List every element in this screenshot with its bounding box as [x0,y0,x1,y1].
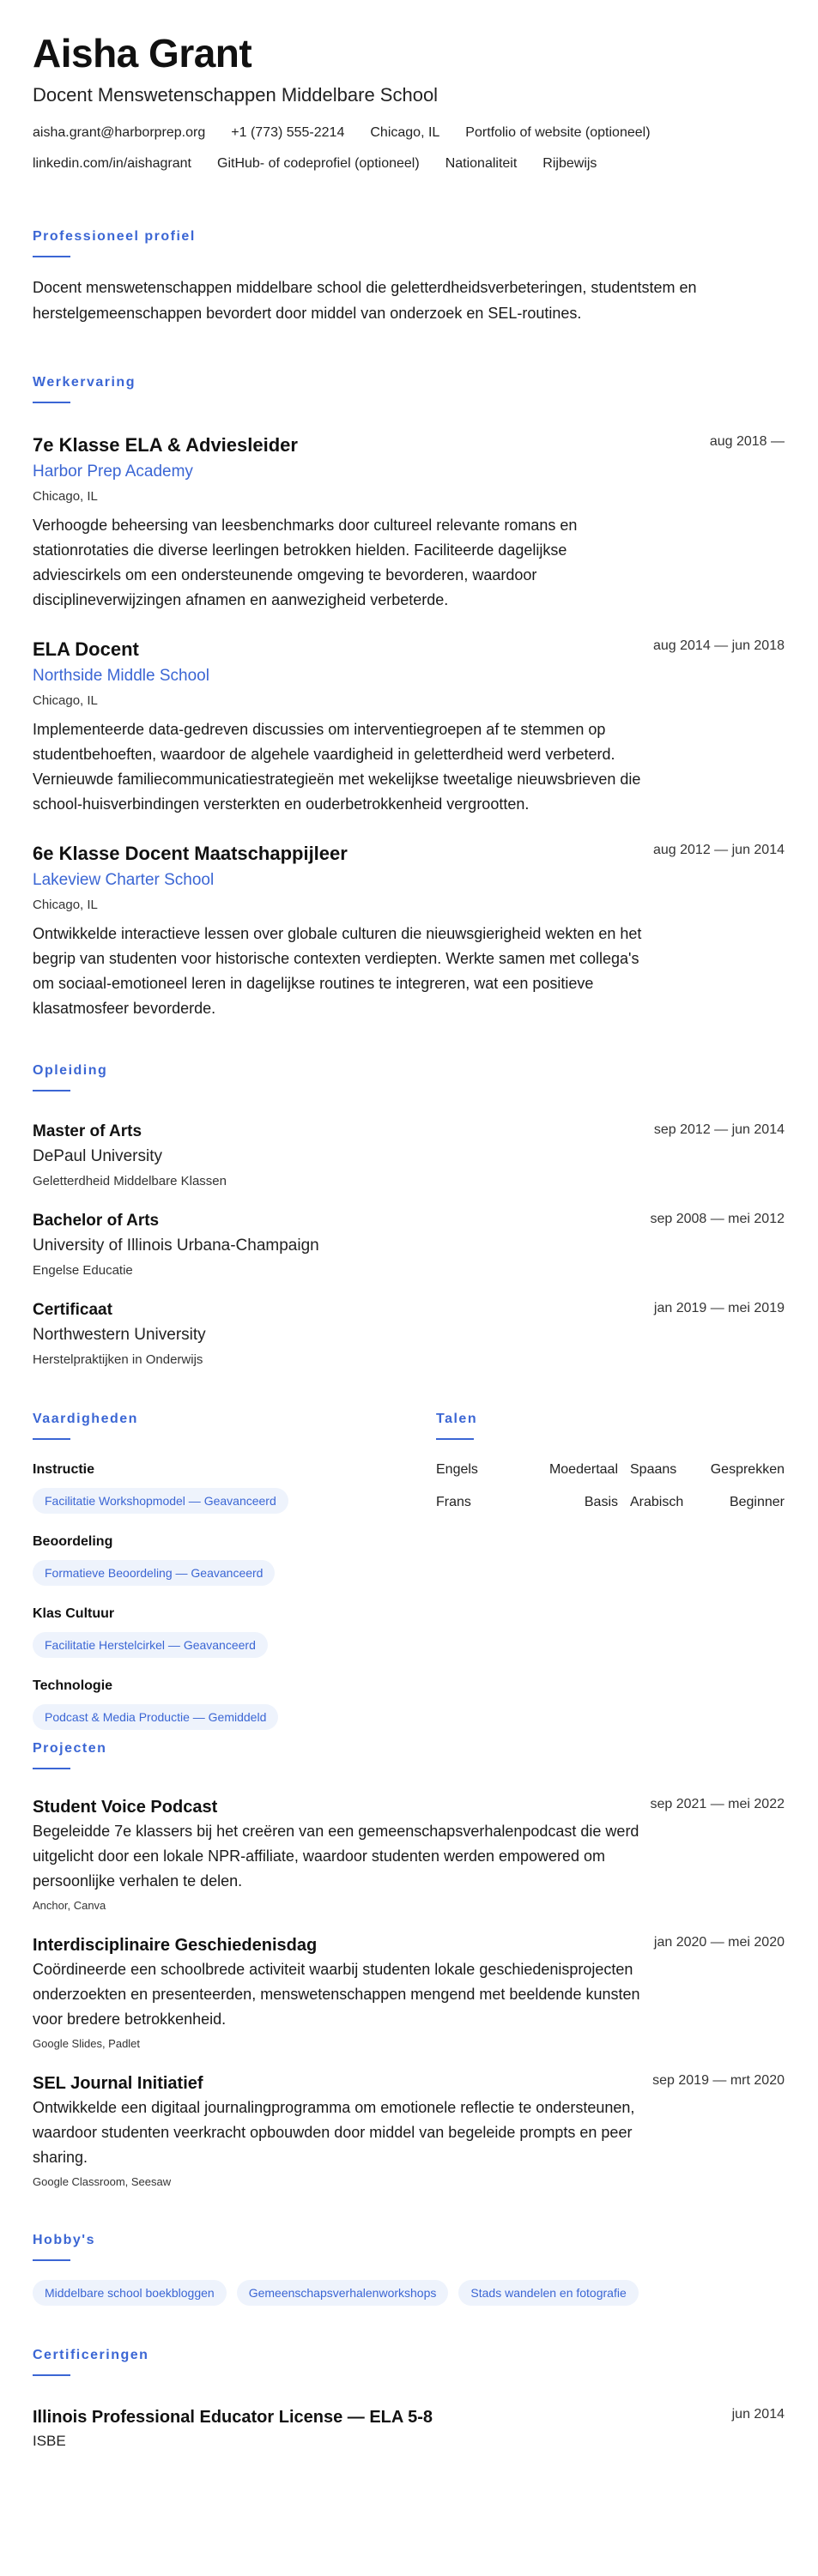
job-dates: aug 2014 — jun 2018 [652,638,785,653]
project-dates: sep 2019 — mrt 2020 [652,2073,785,2088]
skill-chip: Podcast & Media Productie — Gemiddeld [33,1704,278,1730]
language-name: Spaans [630,1462,677,1477]
experience-entry [33,637,785,817]
hobby-chip: Stads wandelen en fotografie [458,2280,638,2306]
school-name: Northwestern University [33,1326,206,1344]
contact-email[interactable]: aisha.grant@harborprep.org [33,125,206,140]
employer-name: Northside Middle School [33,667,209,685]
languages-column [436,1411,785,1512]
contact-github[interactable]: GitHub- of codeprofiel (optioneel) [217,156,420,171]
experience-section [33,374,785,1021]
language-level: Basis [584,1495,618,1509]
job-location: Chicago, IL [33,898,98,912]
contact-portfolio[interactable]: Portfolio of website (optioneel) [465,125,651,140]
candidate-name: Aisha Grant [33,31,252,76]
job-description: Verhoogde beheersing van leesbenchmarks door cultureel relevante romans en stationrotaties die diverse leerlingen betrokken hielden. Faciliteerde dagelijkse adviescirkels om een ondersteunende omgeving te bevorderen, waardoor disciplineverwijzingen afnamen en aanwezigheid verbeterde. [33,517,578,608]
contact-phone[interactable]: +1 (773) 555-2214 [231,125,345,140]
language-name: Arabisch [630,1495,684,1509]
employer-name: Harbor Prep Academy [33,463,193,481]
project-tools: Anchor, Canva [33,1899,106,1912]
job-location: Chicago, IL [33,489,98,504]
skill-chip: Facilitatie Herstelcirkel — Geavanceerd [33,1632,268,1658]
section-divider [33,2259,70,2261]
study-field: Engelse Educatie [33,1263,133,1278]
language-level: Gesprekken [710,1462,785,1477]
section-title-skills: Vaardigheden [33,1412,138,1426]
skill-group [33,1677,419,1730]
certification-issuer: ISBE [33,2433,66,2449]
contact-location: Chicago, IL [370,125,440,140]
certifications-section [33,2347,785,2452]
job-location: Chicago, IL [33,693,98,708]
project-name: SEL Journal Initiatief [33,2074,203,2093]
skill-group [33,1533,419,1586]
section-divider [33,1768,70,1769]
language-row [436,1460,785,1479]
school-name: DePaul University [33,1147,162,1165]
study-field: Herstelpraktijken in Onderwijs [33,1352,203,1367]
project-tools: Google Classroom, Seesaw [33,2175,172,2188]
projects-section [33,1740,785,2191]
project-dates: sep 2021 — mei 2022 [650,1797,785,1811]
employer-name: Lakeview Charter School [33,871,215,889]
project-name: Student Voice Podcast [33,1798,218,1817]
certification-entry [33,2405,785,2452]
contact-license: Rijbewijs [542,156,597,171]
experience-entry [33,841,785,1021]
section-title-certifications: Certificeringen [33,2348,149,2362]
language-name: Engels [436,1462,478,1477]
skills-languages-section [33,1411,785,1745]
profile-text: Docent menswetenschappen middelbare school die geletterdheidsverbeteringen, studentstem en herstelgemeenschappen bevordert door middel van onderzoek en SEL-routines. [33,279,697,322]
skill-category: Beoordeling [33,1534,113,1549]
section-title-profile: Professioneel profiel [33,229,196,244]
section-title-education: Opleiding [33,1063,108,1078]
education-section [33,1062,785,1370]
certification-name: Illinois Professional Educator License — ELA 5-8 [33,2408,433,2427]
certification-date: jun 2014 [731,2407,785,2422]
job-dates: aug 2018 — [709,434,785,449]
project-dates: jan 2020 — mei 2020 [653,1935,785,1950]
resume-page [33,29,785,2452]
hobby-list [33,2280,785,2306]
job-dates: aug 2012 — jun 2014 [652,843,785,857]
hobby-chip: Middelbare school boekbloggen [33,2280,227,2306]
job-title: ELA Docent [33,638,139,660]
section-divider [33,402,70,403]
skill-category: Instructie [33,1462,95,1477]
degree-name: Bachelor of Arts [33,1212,160,1230]
education-dates: sep 2012 — jun 2014 [653,1122,785,1137]
contact-list [33,122,785,175]
project-entry [33,1933,785,2053]
skills-column [33,1411,419,1730]
hobby-chip: Gemeenschapsverhalenworkshops [237,2280,449,2306]
section-title-languages: Talen [436,1412,478,1426]
project-entry [33,1795,785,1914]
degree-name: Master of Arts [33,1122,142,1140]
education-dates: jan 2019 — mei 2019 [653,1301,785,1315]
language-row [436,1493,785,1512]
section-divider [33,1438,70,1440]
section-divider [33,1090,70,1091]
degree-name: Certificaat [33,1301,112,1319]
project-description: Ontwikkelde een digitaal journalingprogramma om emotionele reflectie te ondersteunen, waardoor studenten veerkracht opbouwden door middel van begeleide prompts en peer sharing. [33,2099,635,2166]
study-field: Geletterdheid Middelbare Klassen [33,1174,227,1188]
section-divider [436,1438,474,1440]
language-name: Frans [436,1495,471,1509]
section-divider [33,256,70,257]
education-dates: sep 2008 — mei 2012 [650,1212,785,1226]
project-description: Begeleidde 7e klassers bij het creëren van een gemeenschapsverhalenpodcast die werd uitgelicht door een lokale NPR-affiliate, waardoor studenten werden empowered om persoonlijke verhalen te delen. [33,1823,639,1890]
education-entry [33,1121,785,1191]
header [33,29,785,175]
project-tools: Google Slides, Padlet [33,2037,141,2050]
skill-group [33,1605,419,1658]
education-entry [33,1210,785,1280]
section-title-experience: Werkervaring [33,375,136,390]
experience-entry [33,432,785,613]
job-title: 6e Klasse Docent Maatschappijleer [33,843,348,864]
profile-section [33,228,785,326]
job-title: 7e Klasse ELA & Adviesleider [33,434,298,456]
section-divider [33,2374,70,2376]
skill-chip: Formatieve Beoordeling — Geavanceerd [33,1560,275,1586]
job-description: Ontwikkelde interactieve lessen over globale culturen die nieuwsgierigheid wekten en het begrip van studenten voor historische contexten verdiepten. Werkte samen met collega's om sociaal-emotioneel leren in dagelijkse routines te integreren, wat een positieve klasatmosfeer bevorderde. [33,925,642,1017]
language-level: Moedertaal [548,1462,618,1477]
skill-group [33,1460,419,1514]
school-name: University of Illinois Urbana-Champaign [33,1237,319,1255]
project-name: Interdisciplinaire Geschiedenisdag [33,1936,318,1955]
section-title-hobbies: Hobby's [33,2233,95,2247]
project-description: Coördineerde een schoolbrede activiteit waarbij studenten lokale geschiedenisprojecten onderzoekten en presenteerden, menswetenschappen mengend met beeldende kunsten voor bredere betrokkenheid. [33,1961,640,2028]
skill-chip: Facilitatie Workshopmodel — Geavanceerd [33,1488,288,1514]
contact-linkedin[interactable]: linkedin.com/in/aishagrant [33,156,191,171]
education-entry [33,1299,785,1370]
contact-nationality: Nationaliteit [445,156,518,171]
job-description: Implementeerde data-gedreven discussies om interventiegroepen af te stemmen op studentbehoeften, waardoor de algehele vaardigheid in geletterdheid werd verbeterd. Vernieuwde familiecommunicatiestrategieën met wekelijkse tweetalige nieuwsbrieven die school-huisverbindingen versterkten en ouderbetrokkenheid vergrootten. [33,721,641,813]
section-title-projects: Projecten [33,1741,107,1756]
project-entry [33,2071,785,2191]
skill-category: Klas Cultuur [33,1606,115,1621]
headline: Docent Menswetenschappen Middelbare School [33,84,439,106]
skill-category: Technologie [33,1678,113,1693]
hobbies-section [33,2232,785,2306]
language-level: Beginner [729,1495,785,1509]
